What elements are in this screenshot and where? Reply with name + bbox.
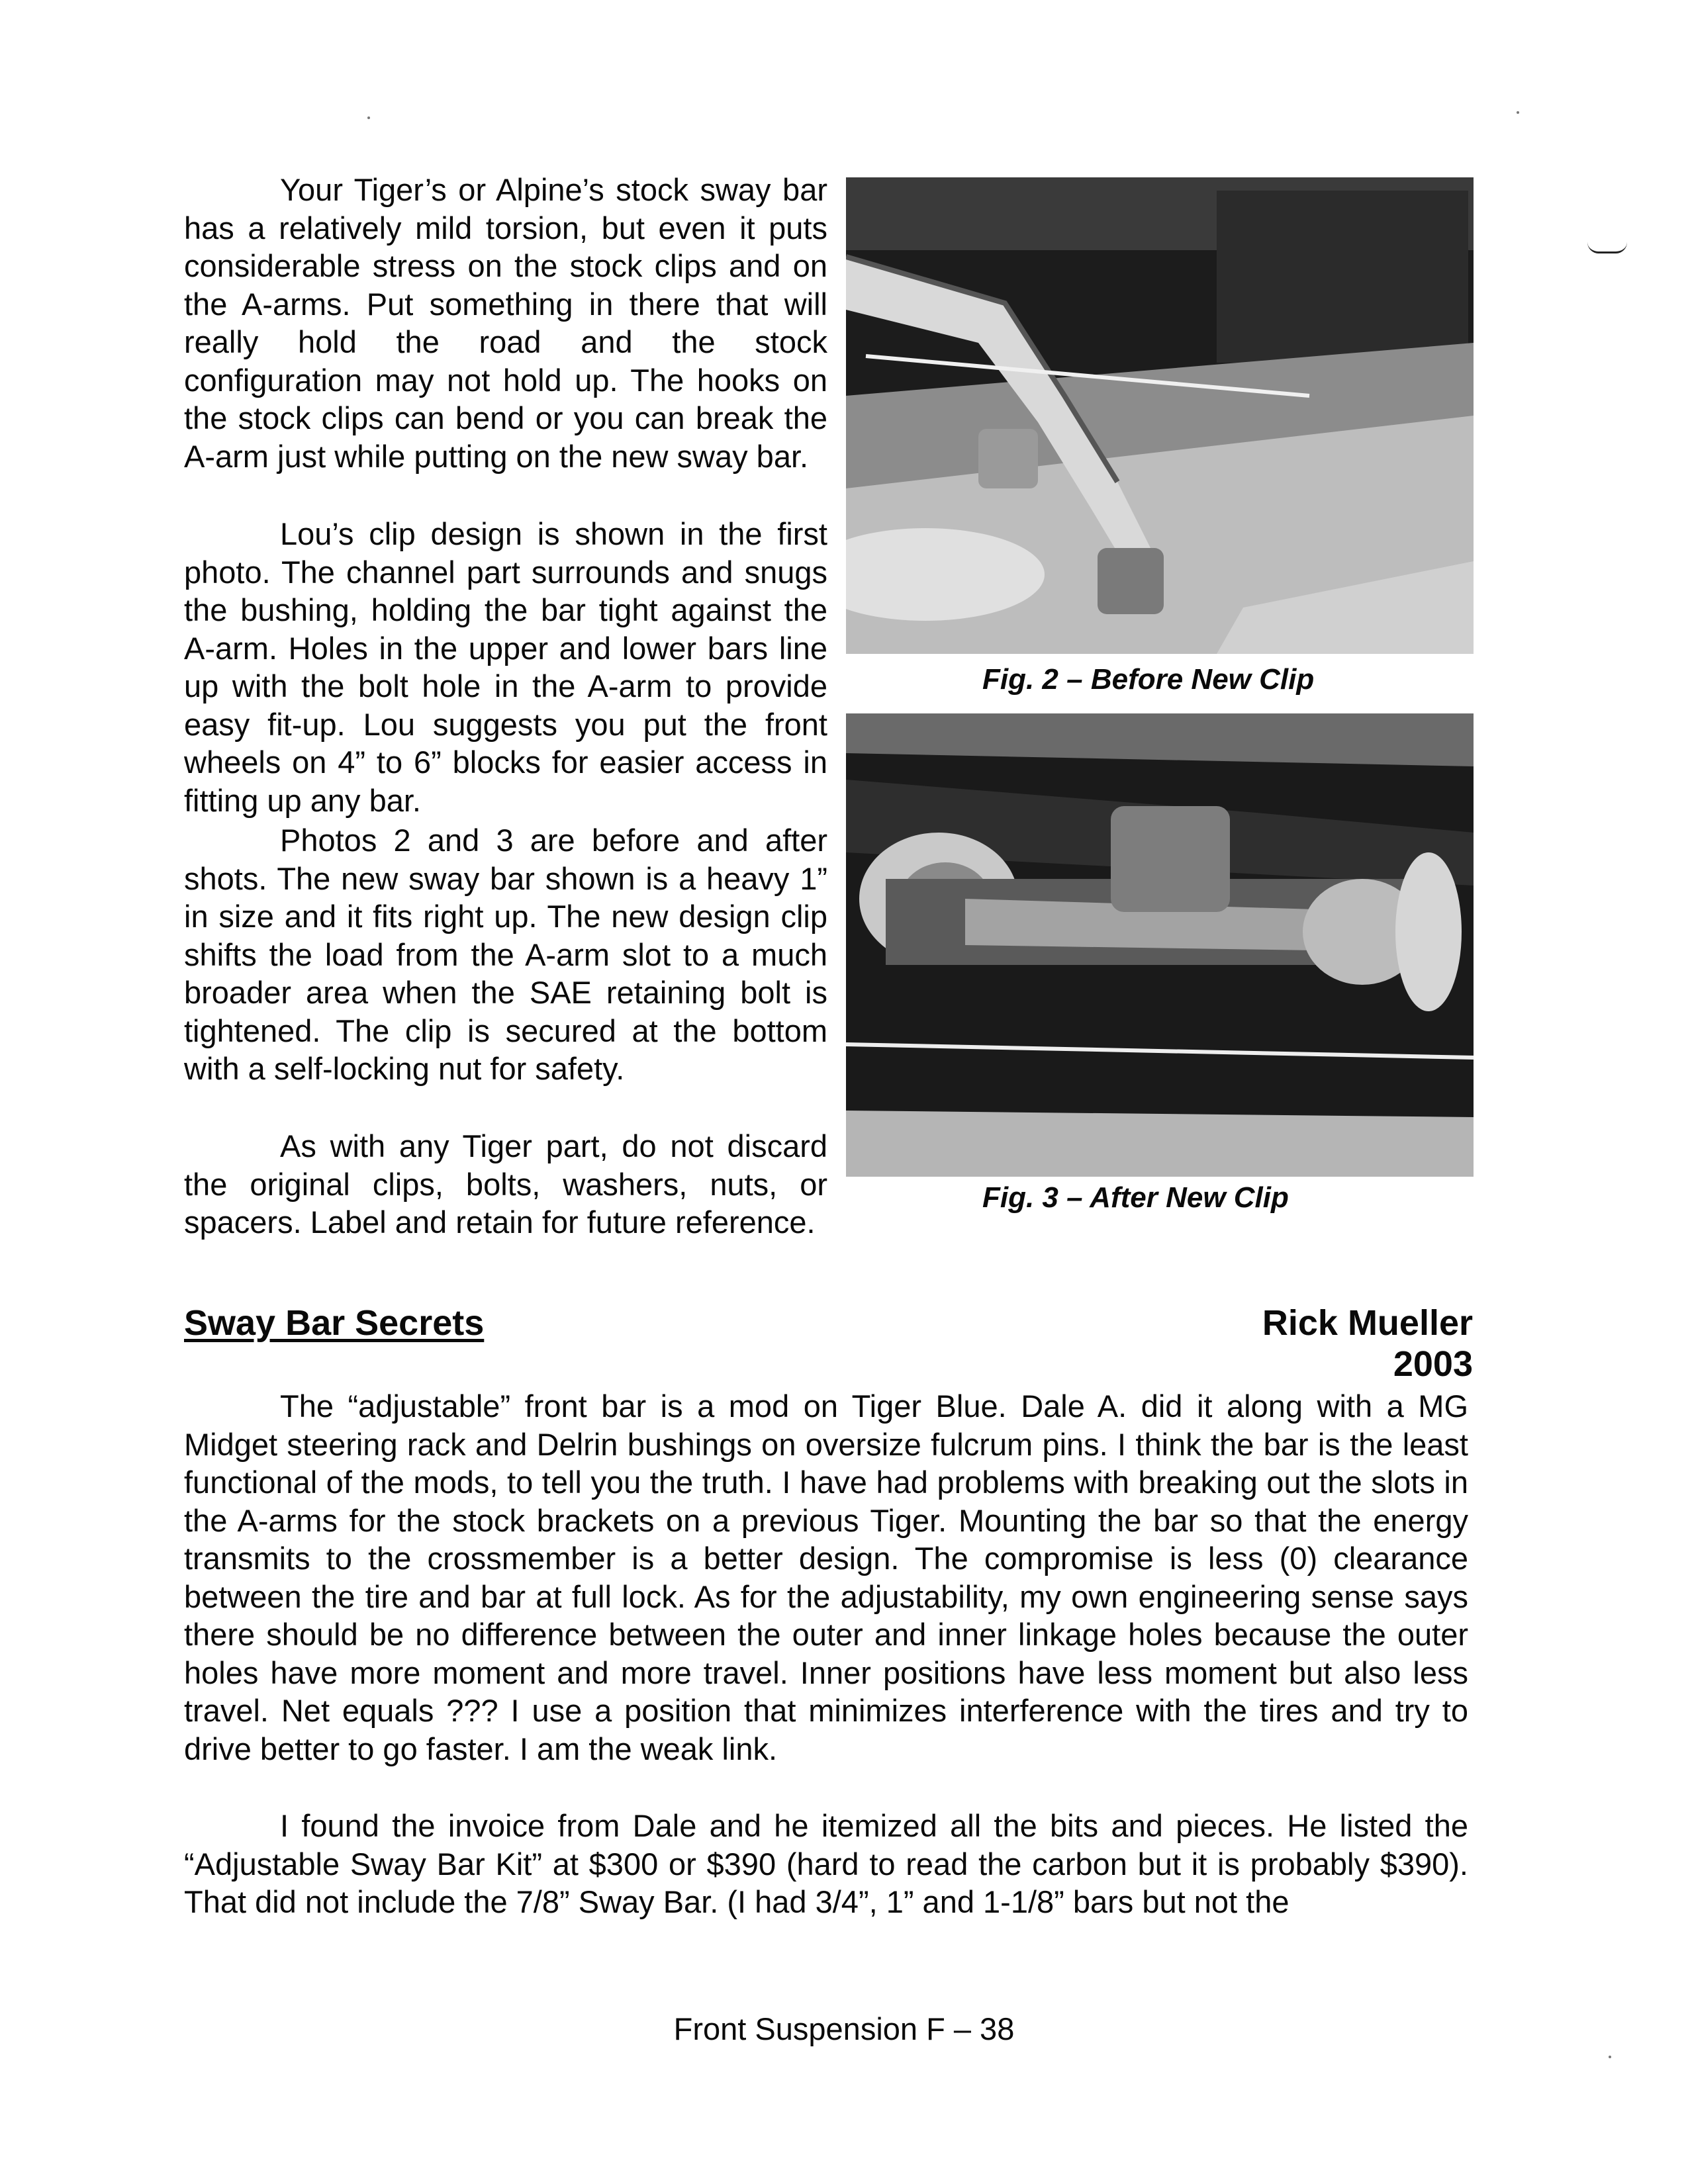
page-footer: Front Suspension F – 38 [673, 2011, 1015, 2046]
figure-2-caption: Fig. 2 – Before New Clip [982, 663, 1315, 696]
author-year: 2003 [1393, 1344, 1473, 1384]
adjustable-bar-paragraph: The “adjustable” front bar is a mod on Tiger Blue. Dale A. did it along with a MG Midget steering rack and Delrin bushings on oversize fulcrum pins. I think the bar is the least functional of the mods, to tell you the truth. I have had problems with breaking out the slots in the A-arms for the stock brackets on a previous Tiger. Mounting the bar so that the energy transmits to the crossmember is a better design. The compromise is less (0) clearance between the tire and bar at full lock. As for the adjustability, my own engineering sense says there should be no difference between the outer and inner linkage holes because the outer holes have more moment and more travel. Inner positions have less moment but also less travel. Net equals ??? I use a position that minimizes interference with the tires and try to drive better to go faster. I am the weak link. [184, 1388, 1468, 1766]
figure-3-photo [846, 713, 1474, 1177]
margin-mark [1587, 242, 1627, 253]
section-title: Sway Bar Secrets [184, 1303, 485, 1343]
retain-parts-paragraph: As with any Tiger part, do not discard the original clips, bolts, washers, nuts, or spacers. Label and retain for future reference. [184, 1128, 827, 1240]
scan-speck [367, 116, 370, 119]
author-block [1262, 1302, 1473, 1385]
before-after-paragraph: Photos 2 and 3 are before and after shots. The new sway bar shown is a heavy 1” in size and it fits right up. The new design clip shifts the load from the A-arm slot to a much broader area when the SAE retaining bolt is tightened. The clip is secured at the bottom with a self-locking nut for safety. [184, 823, 827, 1086]
scan-speck [1609, 2056, 1611, 2058]
invoice-paragraph: I found the invoice from Dale and he itemized all the bits and pieces. He listed the “Adjustable Sway Bar Kit” at $300 or $390 (hard to read the carbon but it is probably $390). That did not include the 7/8” Sway Bar. (I had 3/4”, 1” and 1-1/8” bars but not the [184, 1808, 1468, 1919]
intro-paragraph: Your Tiger’s or Alpine’s stock sway bar has a relatively mild torsion, but even it puts considerable stress on the stock clips and on the A-arms. Put something in there that will really hold the road and the stock configuration may not hold up. The hooks on the stock clips can bend or you can break the A-arm just while putting on the new sway bar. [184, 172, 827, 474]
clip-design-paragraph: Lou’s clip design is shown in the first photo. The channel part surrounds and snugs the bushing, holding the bar tight against the A-arm. Holes in the upper and lower bars line up with the bolt hole in the A-arm to provide easy fit-up. Lou suggests you put the front wheels on 4” to 6” blocks for easier access in fitting up any bar. [184, 516, 827, 818]
author-name: Rick Mueller [1262, 1303, 1473, 1343]
scan-speck [1517, 111, 1519, 114]
figure-2-photo [846, 177, 1474, 654]
figure-3-caption: Fig. 3 – After New Clip [982, 1181, 1289, 1214]
